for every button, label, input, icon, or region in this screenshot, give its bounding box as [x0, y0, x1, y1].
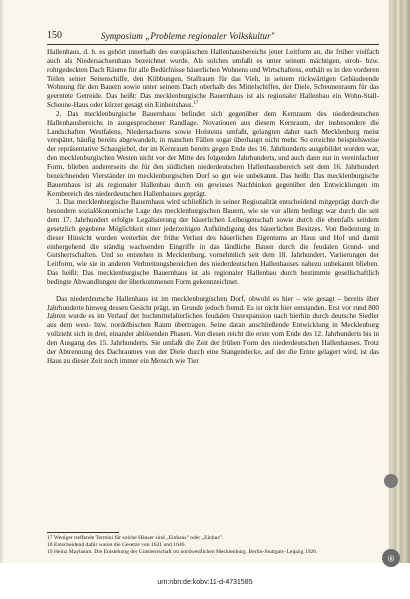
footnote-17: 17 Weniger treffende Termini für solche Häuser sind „Einbaus" oder „Einhus".	[47, 535, 224, 541]
page-gutter-shadow	[0, 0, 4, 563]
paragraph-4: Das niederdeutsche Hallenhaus ist im mecklenburgischen Dorf, obwohl es hier – wie gesagt – bereits über Jahrhunderte hinweg dessen Gesicht prägt, im Grunde jedoch fremd. Es ist nicht hier entstanden. Erst vor rund 800 Jahren wurde es im Verlauf der hochmittelalterlichen feudalen Ostexpansion nach hierhin durch deutsche Siedler aus dem west- bzw. nordelbischen Raum übertragen. Seine daran anschließende Entwicklung in Mecklenburg vollzieht sich in drei, einander ablösenden Phasen. Von diesen reicht die erste vom Ende des 12. Jahrhunderts bis in den Ausgang des 15. Jahrhunderts. Sie umfaßt die Zeit der frühen Form des niederdeutschen Hallenhauses. Trotz der Abtrennung des Dachraumes von der Diele durch eine Stangendecke, auf der die Ernte gelagert wird, ist das Haus zu dieser Zeit noch immer ein Mensch wie Tier	[47, 294, 379, 365]
footnotes	[47, 535, 379, 556]
paragraph-1	[47, 48, 379, 110]
running-head: Symposium „Probleme regionaler Volkskultur"	[101, 31, 275, 41]
footnote-ref-17: 17	[193, 101, 199, 107]
urn-identifier: urn:nbn:de:kobv:11-d-4731585	[157, 579, 253, 586]
paragraph-3: 3. Das mecklenburgische Bauernhaus wird schließlich in seiner Regionalität entscheidend mitgeprägt durch die besondere sozialökonomische Lage des mecklenburgischen Bauern, wie sie vor allem bedingt war durch die seit dem 17. Jahrhundert erfolgte Legalisierung der bäuerlichen Leibeigenschaft sowie durch die ebenfalls seitdem gesetzlich gegebene Möglichkeit einer jederzeitigen Aufkündigung des bäuerlichen Besitzes. Von Bedeutung in dieser Hinsicht wurden weiterhin der frühe Verlust des bäuerlichen Eigentums an Haus und Hof und damit einhergehend die ständig wachsenden Eingriffe in das ländliche Bauen durch die feudalen Grund- und Gutsherrschaften. Und so entstehen in Mecklenburg, vornehmlich seit dem 18. Jahrhundert, Variierungen der Leitform, wie sie in anderen Verbreitungsbereichen des niederdeutschen Hallenhauses nahezu unbekannt blieben. Das heißt: Das mecklenburgische Bauernhaus ist als regionaler Hallenbau durch bestimmte gesellschaftlich bedingte Abwandlungen der überkommenen Form gekennzeichnet.	[47, 198, 379, 286]
header-rule	[47, 44, 379, 45]
footnote-rule	[47, 532, 119, 533]
body-text	[47, 48, 379, 366]
paragraph-1-text: Hallenhaus, d. h. es gehört innerhalb des europäischen Hallenhausbereichs jener Leitform an, die früher vielfach auch als Niedersachsenhaus bezeichnet wurde. Als solches umfaßt es unter seinem mächtigen, stroh- bzw. rohrgedeckten Dach Räume für alle Bedürfnisse bäuerlichen Wohnens und Wirtschaftens, enthält es in den vorderen Teilen seiner Seitenschiffe, den Kübbungen, Stallraum für das Vieh, in seinem rückwärtigen Gebäudeende Wohnung für den Bauern sowie unter seinem Dach oberhalb des Mittelschiffes, der Diele, Scheunenraum für das geerntete Getreide. Das heißt: Das mecklenburgische Bauernhaus ist als regionaler Hallenbau ein Wohn-Stall-Scheune-Haus oder kürzer gesagt ein Einheitshaus.	[47, 48, 379, 110]
library-logo-icon: Ⓢ	[382, 549, 400, 567]
paragraph-2: 2. Das mecklenburgische Bauernhaus befindet sich gegenüber dem Kernraum des niederdeutschen Hallenhausbereichs in ausgesprochener Randlage. Novationen aus diesem Kernraum, der insbesondere die Landschaften Westfalens, Niedersachsens sowie Holsteins umfaßt, gelangten daher nach Mecklenburg meist verspätet, häufig bereits abgewandelt, in manchen Fällen sogar überhaupt nicht mehr. So erreichte beispielsweise der repräsentative Schaugiebel, der im Kernraum bereits gegen Ende des 16. Jahrhunderts ausgebildet worden war, den mecklenburgischen Westen nicht vor der Mitte des folgenden Jahrhunderts, und auch dann nur in vereinfachter Form, blieben andererseits die für den südlichen niederdeutschen Hallenhausbereich seit dem 16. Jahrhundert bezeichnenden Vierständer im mecklenburgischen Dorf so gut wie unbekannt. Das heißt: Das mecklenburgische Bauernhaus ist als regionaler Hallenbau durch ein gewisses Nachhinken gegenüber den Entwicklungen im Kernbereich des niederdeutschen Hallenhauses geprägt.	[47, 109, 379, 198]
library-stamp-icon	[384, 474, 398, 488]
footnote-18: 18 Entscheidend dafür waren die Gesetze von 1621 und 1646.	[47, 542, 186, 548]
footnote-19: 19 Heinz Maybaum. Die Entstehung der Gutsherrschaft im nordwestlichen Mecklenburg. Berlin-Stuttgart–Leipzig 1926.	[47, 549, 318, 555]
page-number: 150	[47, 30, 62, 41]
